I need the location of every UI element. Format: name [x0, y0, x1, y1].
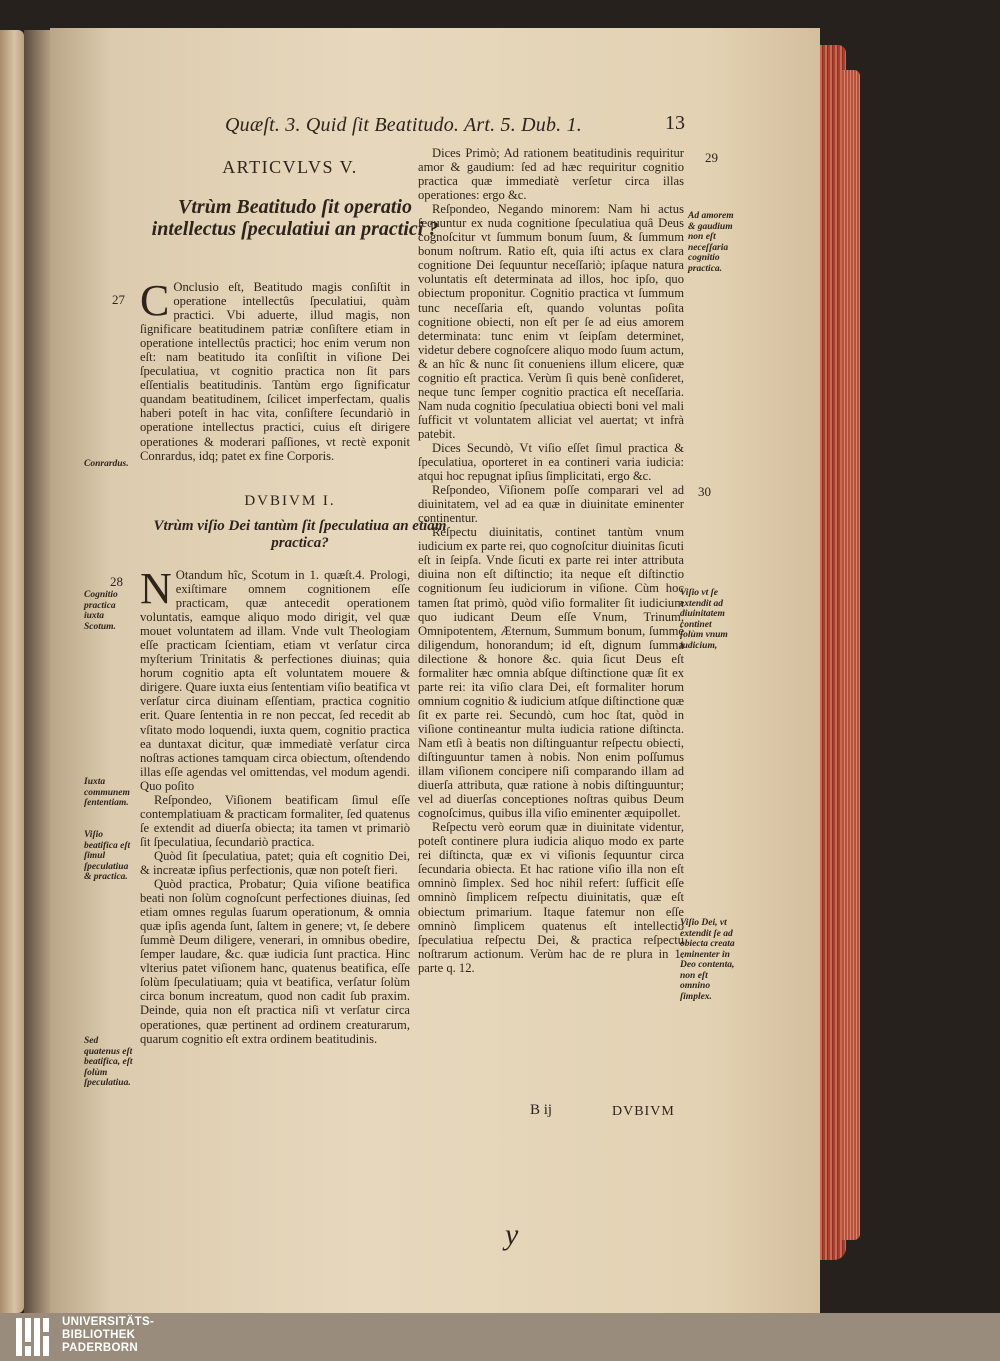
library-name-line-1: UNIVERSITÄTS- — [62, 1316, 155, 1328]
library-name-line-2: BIBLIOTHEK — [62, 1328, 136, 1341]
catchword: DVBIVM — [612, 1104, 675, 1119]
dubium-paragraph-1: Otandum hîc, Scotum in 1. quæſt.4. Prologi, exiſtimare omnem cognitionem eſſe practicam, quæ antecedit operationem voluntatis, eamque aliquo modo dirigit, vel quæ mouet voluntatem ad illam. Vnde vult Theologiam eſſe practicam ſcientiam, etiam vt verſatur circa myſterium Trinitatis & perfectiones diuinas; quia horum cognitio apta eſt voluntatem mouere & dirigere. Quare iuxta eius ſententiam viſio beatifica vt verſatur circa diuinam eſſentiam, practica cognitio erit. Quare ſententia in re non peccat, ſed recedit ab vſitato modo loquendi, iuxta quem, cognitio practica ea duntaxat dicitur, quæ immediatè verſatur circa noſtras actiones tamquam circa obiectum, oſtendendo illas eſſe agendas vel omittendas, vel modum agendi. Quo poſito — [140, 568, 410, 793]
margin-number-29: 29 — [705, 150, 718, 165]
margin-note-cognitio: Cognitio practica iuxta Scotum. — [84, 590, 118, 632]
dubium-heading: DVBIVM I. — [244, 493, 336, 509]
running-title: Quæſt. 3. Quid ſit Beatitudo. Art. 5. Dub. 1. — [225, 114, 582, 136]
right-paragraph-4: Reſpondeo, Viſionem poſſe comparari vel ad diuinitatem, vel ad ea quæ in diuinitate eminenter continentur. — [418, 483, 684, 526]
right-paragraph-1: Dices Primò; Ad rationem beatitudinis requiritur amor & gaudium: ſed ad hæc requiritur cognitio practica quæ immediatè verſetur circa illas operationes: ergo &c. — [418, 146, 684, 203]
margin-note-iuxta: Iuxta communem ſententiam. — [84, 777, 130, 808]
handwritten-mark: y — [505, 1218, 519, 1251]
margin-note-conrardus: Conrardus. — [84, 459, 129, 469]
signature-mark: B ij — [530, 1102, 553, 1118]
dubium-body — [140, 564, 410, 1046]
article-heading: ARTICVLVS V. — [222, 157, 358, 177]
margin-note-visio: Viſio beatifica eſt ſimul ſpeculatiua & practica. — [84, 830, 131, 882]
right-paragraph-3: Dices Secundò, Vt viſio eſſet ſimul practica & ſpeculatiua, oporteret in ea contineri varia iudicia: atqui hoc repugnat ipſius ſimplicitati, ergo &c. — [418, 440, 684, 484]
book-gutter — [24, 30, 52, 1313]
library-name — [62, 1316, 154, 1354]
dubium-question: Vtrùm viſio Dei tantùm ſit ſpeculatiua an etiam practica? — [153, 518, 447, 551]
dubium-paragraph-3: Quòd ſit ſpeculatiua, patet; quia eſt cognitio Dei, & increatæ ipſius perfectionis, quæ non poteſt fieri. — [140, 848, 410, 877]
right-paragraph-6: Reſpectu verò eorum quæ in diuinitate videntur, poteſt continere plura iudicia aliquo modo ex parte rei diſtincta, quæ ex vi viſionis ſequuntur circa ſecundaria obiecta. Et hac ratione viſio illa non eſt omninò ſimplex. Sed hoc nihil refert: ſufficit eſſe omninò ſimplicem reſpectu diuinitatis, quæ eſt obiectum primarium. Itaque fatemur non eſſe omninò ſimplicem quatenus eſt intellectio ſpeculatiua reſpectu Dei, & practica reſpectu noſtrarum actionum. Verùm hac de re plura in 1. parte q. 12. — [418, 820, 684, 975]
drop-cap-n: N — [140, 564, 172, 613]
drop-cap-c: C — [140, 276, 170, 325]
right-paragraph-5: Reſpectu diuinitatis, continet tantùm vnum iudicium ex parte rei, quo cognoſcitur diuinitas ſicuti eſt in ſeipſa. Vnde ſicuti ex parte rei inter attributa diuina non eſt diſtinctio; ita neque eſt diſtinctio cognitionum ſeu iudiciorum in viſione. Cùm hoc tamen ſtat primò, quòd viſio formaliter ſit iudicium quo iudicant Deum eſſe Vnum, Trinum, Omnipotentem, Æternum, Summum bonum, ſummè diligendum, honorandum; id eſt, dignum ſumma dilectione & honore &c. quia ſicut Deus eſt formaliter hæc omnia abſque diſtinctione quæ ſit ex parte rei: ita viſio clara Dei, eſt formaliter horum omnium cognitio & iudicium atſque diſtinctione quæ ſit ex parte rei. Secundò, cum hoc ſtat, quòd in viſione contineantur multa iudicia ratione diſtincta. Nam etſi à beatis non diſtinguantur reſpectu obiecti, diſtinguuntur tamen à nobis. Non enim poſſumus illam viſionem concipere niſi comparando illam ad diuerſa attributa, quæ ratione à nobis diſtinguuntur; vel ad diuerſas conceptiones noſtras quibus Deum cognoſcimus, quibus illa viſio eminenter æquipollet. — [418, 525, 684, 821]
red-page-edges-back — [842, 70, 860, 1240]
left-page-edge — [0, 30, 24, 1313]
article-question: Vtrùm Beatitudo ſit operatio intellectus ſpeculatiui an practici ? — [151, 196, 439, 240]
article-body — [140, 276, 410, 463]
margin-note-visio-dei: Viſio Dei, vt extendit ſe ad obiecta creata eminenter in Deo contenta, non eſt omnino ſimplex. — [680, 918, 735, 1002]
margin-note-visio-extendit: Viſio vt ſe extendit ad diuinitatem continet ſolùm vnum iudicium, — [680, 588, 728, 651]
dubium-paragraph-2: Reſpondeo, Viſionem beatificam ſimul eſſe contemplatiuam & practicam formaliter, ſed quatenus ſe extendit ad diuerſa obiecta; ita tamen vt primariò ſit ſpeculatiua, ſecundariò practica. — [140, 792, 410, 849]
margin-number-27: 27 — [112, 292, 125, 307]
margin-number-30: 30 — [698, 484, 711, 499]
margin-note-ad-amorem: Ad amorem & gaudium non eſt neceſſaria cognitio practica. — [688, 211, 734, 274]
right-column — [418, 146, 684, 975]
library-logo-icon — [14, 1316, 54, 1358]
margin-number-28: 28 — [110, 574, 123, 589]
library-name-line-3: PADERBORN — [62, 1341, 138, 1354]
dubium-paragraph-4: Quòd practica, Probatur; Quia viſione beatifica beati non ſolùm cognoſcunt perfectiones diuinas, ſed etiam omnes regulas ſuarum operationum, & omnia quæ ipſis agenda ſunt, ſaltem in genere; vt, ſe debere ſummè Deum diligere, venerari, in omnibus obedire, ſemper laudare, &c. quæ iudicia ſunt practica. Hinc vlterius patet viſionem hanc, quatenus beatifica, eſſe ſolùm ſpeculatiuam; quia vt beatifica, verſatur ſolùm circa bonum increatum, quod non cadit ſub praxim. Deinde, quia non eſt practica niſi vt verſatur circa operationes, quæ pertinent ad ordinem creaturarum, quarum cognitio eſt extra ordinem beatitudinis. — [140, 877, 410, 1046]
margin-note-sed: Sed quatenus eſt beatifica, eſt ſolùm ſpeculatiua. — [84, 1036, 133, 1088]
article-paragraph: Onclusio eſt, Beatitudo magis conſiſtit in operatione intellectûs ſpeculatiui, quàm practici. Vbi aduerte, illud magis, non ſignificare beatitudinem patriæ conſiſtere etiam in operatione intellectûs practici; hoc enim verum non eſt: nam beatitudo ita conſiſtit in viſione Dei ſpeculatiua, vt cognitio practica non ſit pars eſſentialis beatitudinis. Tantùm ergo ſignificatur quandam beatitudinem, ſcilicet imperfectam, qualis haberi poteſt in hac vita, conſiſtere ſecundariò in operatione intellectus practici, cuius eſt dirigere operationes & moderari paſſiones, vt rectè exponit Conrardus, idq; patet ex fine Corporis. — [140, 280, 410, 463]
right-paragraph-2: Reſpondeo, Negando minorem: Nam hi actus ſequuntur ex nuda cognitione ſpeculatiua quâ Deus cognoſcitur vt ſummum bonum ſuum, & ſummum bonum noſtrum. Ratio eſt, quia iſti actus ex clara cognitione Dei ſequuntur neceſſariò; ipſaque natura voluntatis eſt determinata ad illos, hoc ipſo, quo obiectum proponitur. Cognitio practica vt ſummum tunc neceſſaria eſt, quando voluntas poſita cognitione obiecti, non eſt per ſe ad eius amorem determinata: tunc enim vt ſeipſam determinet, videtur debere cognoſcere aliquo modo ſuum actum, & an hîc & nunc ſit conueniens illum elicere, quæ cognitio eſt practica. Verùm ſi quis benè conſideret, neque tunc ſemper cognitio practica eſt neceſſaria. Nam nuda cognitio ſpeculatiua obiecti boni vel mali ſufficit vt voluntatem alliciat vel auertat; vt infrà patebit. — [418, 202, 684, 441]
page-number: 13 — [665, 112, 685, 134]
